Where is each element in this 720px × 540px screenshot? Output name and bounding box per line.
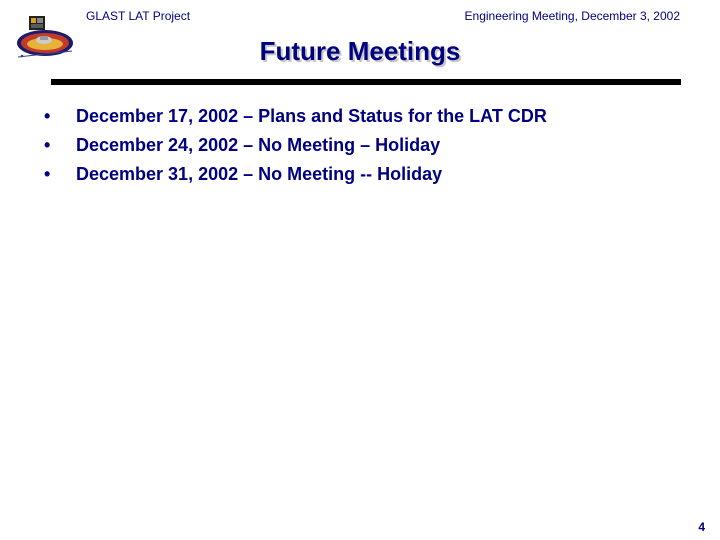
bullet-icon: • [44,106,51,126]
list-item-text: December 17, 2002 – Plans and Status for the LAT CDR [76,106,547,126]
bullet-icon: • [44,135,51,155]
list-item [44,102,547,131]
list-item-text: December 24, 2002 – No Meeting – Holiday [76,135,441,155]
bullet-icon: • [44,164,51,184]
list-item-text: December 31, 2002 – No Meeting -- Holiday [76,164,443,184]
title-divider [51,79,681,85]
meeting-list [44,102,547,189]
slide-title: Future Meetings [259,36,461,66]
list-item [44,131,547,160]
list-item [44,160,547,189]
project-name: GLAST LAT Project [86,9,191,23]
meeting-info: Engineering Meeting, December 3, 2002 [464,9,680,23]
page-number: 4 [698,520,705,534]
